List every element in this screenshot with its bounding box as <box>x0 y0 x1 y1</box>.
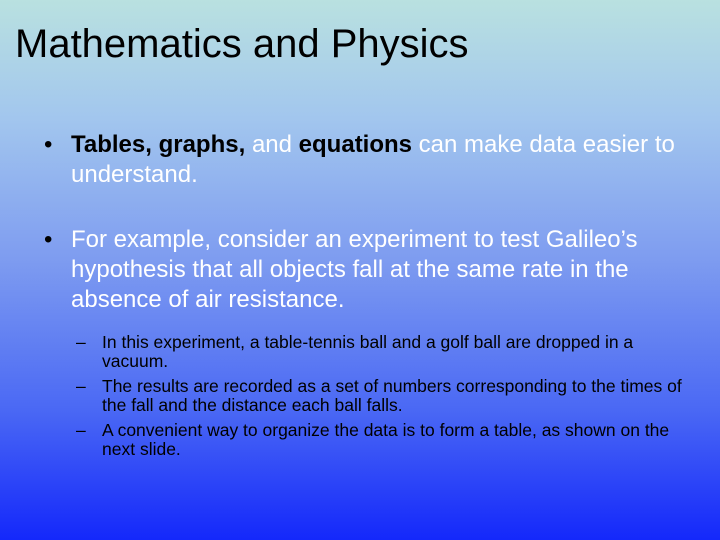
emphasis-tables-graphs: Tables, graphs, <box>71 131 246 158</box>
sub-bullet-text: In this experiment, a table-tennis ball and a golf ball are dropped in a vacuum. <box>102 332 634 371</box>
sub-bullet-marker: – <box>76 332 86 352</box>
emphasis-equations: equations <box>298 131 413 158</box>
bullet-marker: • <box>44 226 53 253</box>
sub-bullet-marker: – <box>76 376 86 396</box>
bullet-marker: • <box>44 131 53 158</box>
bullet-item <box>44 225 684 315</box>
bullet-text <box>71 130 684 190</box>
sub-bullet-text: The results are recorded as a set of numbers corresponding to the times of the fall and the distance each ball falls. <box>102 376 682 415</box>
sub-bullet-item <box>76 333 686 371</box>
slide-title: Mathematics and Physics <box>15 22 469 66</box>
sub-bullet-list <box>76 333 686 465</box>
bullet-text: For example, consider an experiment to test Galileo’s hypothesis that all objects fall at the same rate in the absence of air resistance. <box>71 226 638 313</box>
text-and: and <box>245 131 299 158</box>
sub-bullet-item <box>76 377 686 415</box>
sub-bullet-text: A convenient way to organize the data is to form a table, as shown on the next slide. <box>102 420 670 459</box>
sub-bullet-item <box>76 421 686 459</box>
text-rest: can make data easier to understand. <box>71 131 675 188</box>
bullet-item <box>44 130 684 190</box>
sub-bullet-marker: – <box>76 420 86 440</box>
